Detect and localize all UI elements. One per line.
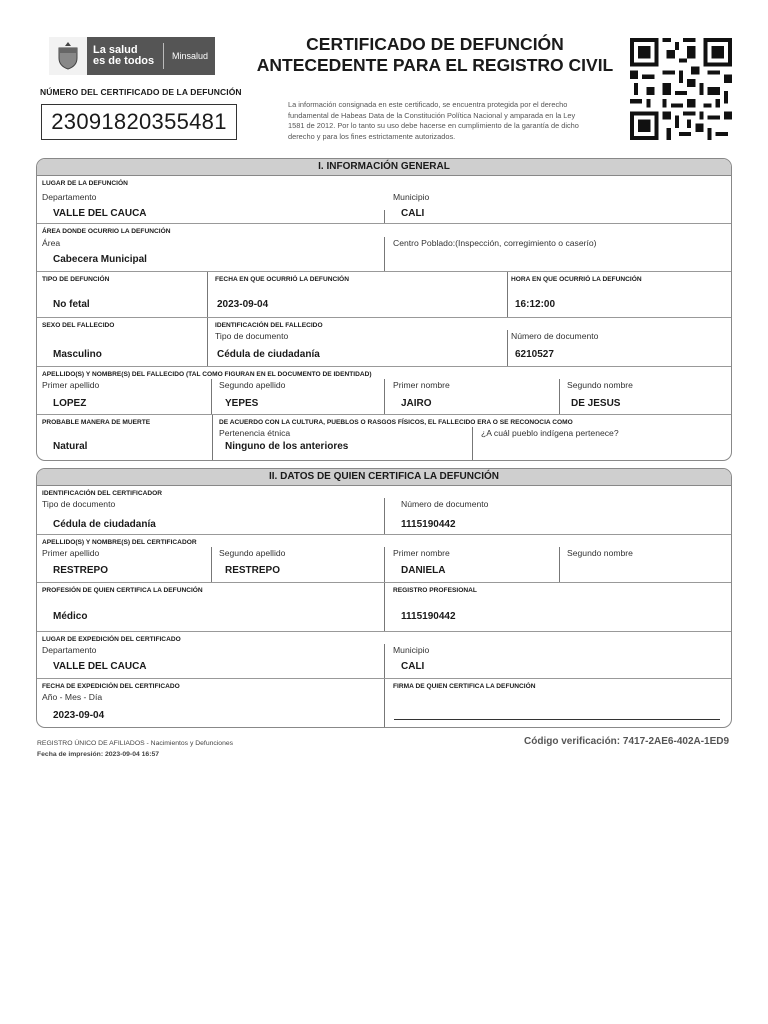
field-label: REGISTRO PROFESIONAL	[393, 587, 477, 594]
divider	[559, 379, 560, 414]
logo-line-2: es de todos	[93, 55, 155, 67]
signature-line	[394, 719, 720, 720]
field-sublabel: Segundo apellido	[219, 548, 286, 558]
area-value: Cabecera Municipal	[53, 254, 147, 265]
tipo-documento-value: Cédula de ciudadanía	[217, 349, 320, 360]
logo-brand: Minsalud	[172, 51, 209, 61]
field-label: TIPO DE DEFUNCIÓN	[42, 276, 110, 283]
divider	[211, 547, 212, 582]
coat-of-arms-icon	[49, 37, 87, 75]
divider	[472, 427, 473, 461]
field-sublabel: Centro Poblado:(Inspección, corregimiento o caserío)	[393, 238, 597, 248]
field-sublabel: Área	[42, 238, 61, 248]
section-title: I. INFORMACIÓN GENERAL	[37, 159, 731, 176]
section-general-info	[36, 158, 732, 461]
divider	[384, 583, 385, 631]
divider	[384, 644, 385, 678]
primer-apellido-value: LOPEZ	[53, 398, 87, 409]
field-sublabel: Tipo de documento	[42, 499, 116, 509]
divider	[384, 210, 385, 223]
cert-number: 23091820355481	[41, 104, 237, 140]
row-profesion-registro	[37, 583, 731, 632]
row-sexo-identificacion	[37, 318, 731, 367]
municipio-value: CALI	[401, 208, 425, 219]
fecha-impresion-text: Fecha de impresión: 2023-09-04 16:57	[37, 751, 160, 758]
segundo-apellido-value: RESTREPO	[225, 565, 281, 576]
field-label: LUGAR DE EXPEDICIÓN DEL CERTIFICADO	[42, 636, 181, 643]
section-certificador	[36, 468, 732, 728]
primer-apellido-value: RESTREPO	[53, 565, 109, 576]
divider	[212, 415, 213, 461]
row-area	[37, 224, 731, 272]
field-label: APELLIDO(S) Y NOMBRE(S) DEL CERTIFICADOR	[42, 539, 197, 546]
registro-profesional-value: 1115190442	[401, 611, 456, 622]
numero-documento-value: 1115190442	[401, 519, 456, 530]
divider	[211, 379, 212, 414]
divider	[384, 379, 385, 414]
field-sublabel: Municipio	[393, 645, 430, 655]
segundo-apellido-value: YEPES	[225, 398, 259, 409]
tipo-defuncion-value: No fetal	[53, 299, 90, 310]
field-sublabel: Primer apellido	[42, 380, 100, 390]
logo-slogan	[87, 45, 163, 67]
field-sublabel: Primer nombre	[393, 548, 450, 558]
field-sublabel: Primer apellido	[42, 548, 100, 558]
municipio-value: CALI	[401, 661, 425, 672]
divider	[384, 679, 385, 728]
field-sublabel: Año - Mes - Día	[42, 692, 103, 702]
hora-defuncion-value: 16:12:00	[515, 299, 556, 310]
document-title	[255, 34, 615, 76]
divider	[207, 318, 208, 366]
field-label: IDENTIFICACIÓN DEL FALLECIDO	[215, 322, 323, 329]
title-line-1: CERTIFICADO DE DEFUNCIÓN	[306, 34, 564, 54]
row-manera-etnia	[37, 415, 731, 461]
legal-notice: La información consignada en este certificado, se encuentra protegida por el derecho fundamental de Habeas Data de la Constitución Política Nacional y amparada en la Ley 1581 de 2012. Por lo tanto su uso debe hacerse en cumplimiento de la garantía de dicho derecho y para los fines estrictamente autorizados.	[288, 100, 579, 141]
field-sublabel: Segundo apellido	[219, 380, 286, 390]
section-title: II. DATOS DE QUIEN CERTIFICA LA DEFUNCIÓN	[37, 469, 731, 486]
departamento-value: VALLE DEL CAUCA	[53, 661, 147, 672]
divider	[384, 237, 385, 271]
footer-info	[37, 738, 233, 760]
field-sublabel: Segundo nombre	[567, 380, 633, 390]
field-label: HORA EN QUE OCURRIÓ LA DEFUNCIÓN	[511, 276, 642, 283]
manera-muerte-value: Natural	[53, 441, 88, 452]
field-label: IDENTIFICACIÓN DEL CERTIFICADOR	[42, 490, 163, 497]
row-nombres-fallecido	[37, 367, 731, 415]
primer-nombre-value: DANIELA	[401, 565, 446, 576]
title-line-2: ANTECEDENTE PARA EL REGISTRO CIVIL	[256, 55, 614, 75]
divider	[207, 272, 208, 317]
field-sublabel: Segundo nombre	[567, 548, 633, 558]
fecha-defuncion-value: 2023-09-04	[217, 299, 269, 310]
row-lugar-expedicion	[37, 632, 731, 679]
field-label: SEXO DEL FALLECIDO	[42, 322, 115, 329]
divider	[559, 547, 560, 582]
field-sublabel: Número de documento	[511, 331, 599, 341]
field-label: APELLIDO(S) Y NOMBRE(S) DEL FALLECIDO (TAL COMO FIGURAN EN EL DOCUMENTO DE IDENTIDAD)	[42, 371, 372, 378]
field-label: ÁREA DONDE OCURRIO LA DEFUNCIÓN	[42, 228, 171, 235]
divider	[507, 330, 508, 366]
divider	[384, 547, 385, 582]
row-fecha-firma	[37, 679, 731, 728]
field-label: DE ACUERDO CON LA CULTURA, PUEBLOS O RASGOS FÍSICOS, EL FALLECIDO ERA O SE RECONOCIA COMO	[219, 419, 573, 426]
field-label: FIRMA DE QUIEN CERTIFICA LA DEFUNCIÓN	[393, 683, 536, 690]
field-sublabel: Número de documento	[401, 499, 489, 509]
field-sublabel: Pertenencia étnica	[219, 428, 291, 438]
qr-code-icon	[630, 38, 732, 140]
field-label: FECHA DE EXPEDICIÓN DEL CERTIFICADO	[42, 683, 180, 690]
field-sublabel: Tipo de documento	[215, 331, 289, 341]
minsalud-logo	[49, 37, 215, 75]
departamento-value: VALLE DEL CAUCA	[53, 208, 147, 219]
field-sublabel: Departamento	[42, 192, 97, 202]
row-identificacion-certificador	[37, 486, 731, 535]
cert-number-label: NÚMERO DEL CERTIFICADO DE LA DEFUNCIÓN	[40, 87, 242, 97]
logo-line-1: La salud	[93, 44, 138, 56]
field-sublabel: Primer nombre	[393, 380, 450, 390]
numero-documento-value: 6210527	[515, 349, 554, 360]
field-label: LUGAR DE LA DEFUNCIÓN	[42, 180, 128, 187]
row-tipo-fecha-hora	[37, 272, 731, 318]
primer-nombre-value: JAIRO	[401, 398, 432, 409]
profesion-value: Médico	[53, 611, 88, 622]
field-label: PROBABLE MANERA DE MUERTE	[42, 419, 151, 426]
registro-unico-text: REGISTRO ÚNICO DE AFILIADOS - Nacimientos y Defunciones	[37, 740, 234, 747]
segundo-nombre-value: DE JESUS	[571, 398, 621, 409]
divider	[384, 498, 385, 534]
sexo-value: Masculino	[53, 349, 102, 360]
field-sublabel: ¿A cuál pueblo indígena pertenece?	[481, 428, 619, 438]
codigo-verificacion: Código verificación: 7417-2AE6-402A-1ED9	[524, 736, 730, 747]
field-label: PROFESIÓN DE QUIEN CERTIFICA LA DEFUNCIÓN	[42, 587, 203, 594]
pertenencia-etnica-value: Ninguno de los anteriores	[225, 441, 349, 452]
row-lugar-defuncion	[37, 176, 731, 224]
row-nombres-certificador	[37, 535, 731, 583]
field-sublabel: Municipio	[393, 192, 430, 202]
divider	[507, 272, 508, 317]
fecha-expedicion-value: 2023-09-04	[53, 710, 105, 721]
tipo-documento-value: Cédula de ciudadanía	[53, 519, 156, 530]
field-sublabel: Departamento	[42, 645, 97, 655]
field-label: FECHA EN QUE OCURRIÓ LA DEFUNCIÓN	[215, 276, 349, 283]
